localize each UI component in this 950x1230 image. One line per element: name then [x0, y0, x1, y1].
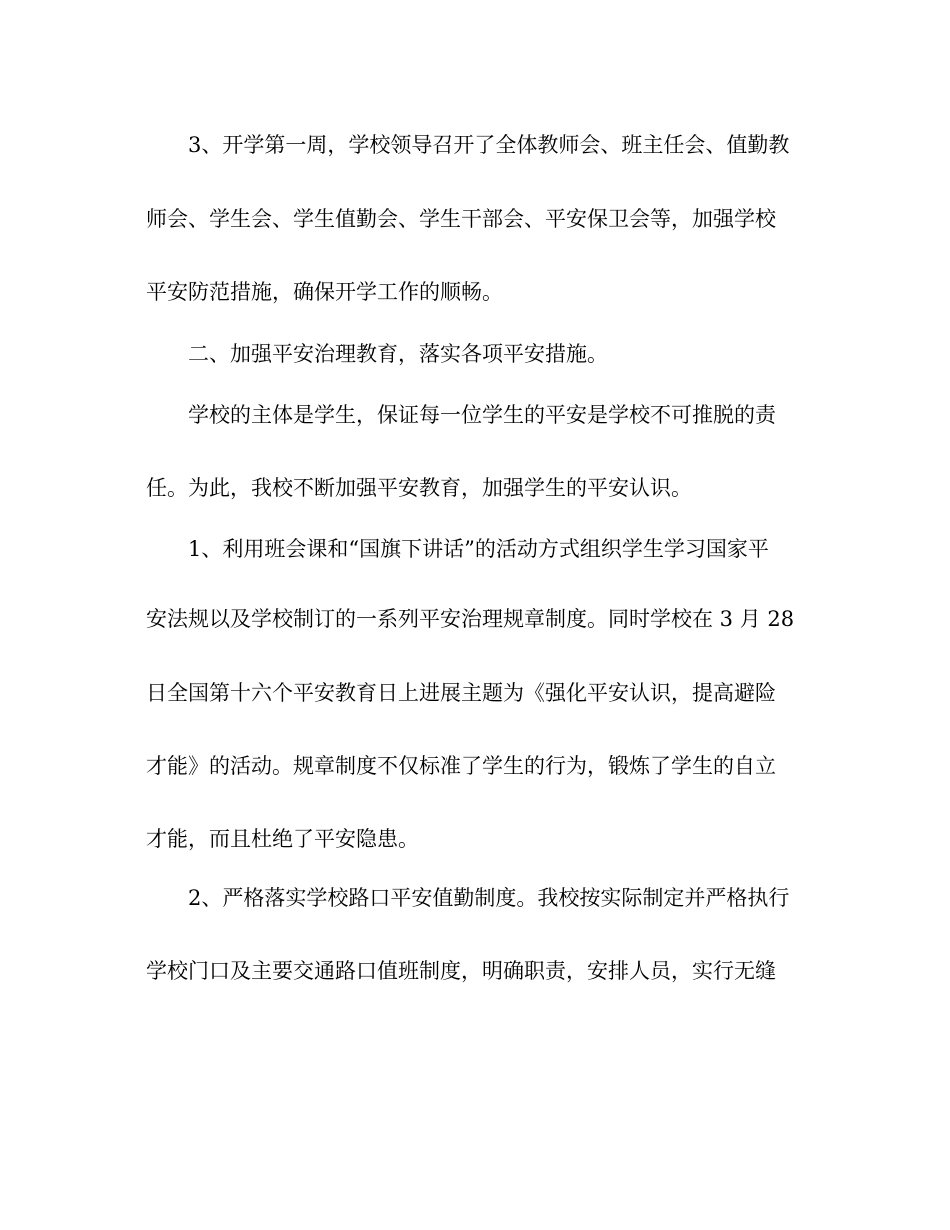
- paragraph-line: 学校门口及主要交通路口值班制度，明确职责，安排人员，实行无缝: [146, 959, 776, 983]
- paragraph-line: 平安防范措施，确保开学工作的顺畅。: [146, 280, 503, 304]
- paragraph-line: 2、严格落实学校路口平安值勤制度。我校按实际制定并严格执行: [188, 886, 790, 910]
- section-heading: 二、加强平安治理教育，落实各项平安措施。: [188, 342, 608, 366]
- paragraph-line: 学校的主体是学生，保证每一位学生的平安是学校不可推脱的责: [188, 403, 776, 427]
- paragraph-line: 才能》的活动。规章制度不仅标准了学生的行为，锻炼了学生的自立: [146, 754, 776, 778]
- paragraph-line: 安法规以及学校制订的一系列平安治理规章制度。同时学校在 3 月 28: [146, 607, 795, 631]
- paragraph-line: 师会、学生会、学生值勤会、学生干部会、平安保卫会等，加强学校: [146, 207, 776, 231]
- paragraph-line: 1、利用班会课和“国旗下讲话”的活动方式组织学生学习国家平: [188, 537, 769, 561]
- paragraph-line: 3、开学第一周，学校领导召开了全体教师会、班主任会、值勤教: [188, 133, 790, 157]
- paragraph-line: 任。为此，我校不断加强平安教育，加强学生的平安认识。: [146, 476, 692, 500]
- paragraph-line: 日全国第十六个平安教育日上进展主题为《强化平安认识，提高避险: [146, 681, 776, 705]
- paragraph-line: 才能，而且杜绝了平安隐患。: [146, 827, 419, 851]
